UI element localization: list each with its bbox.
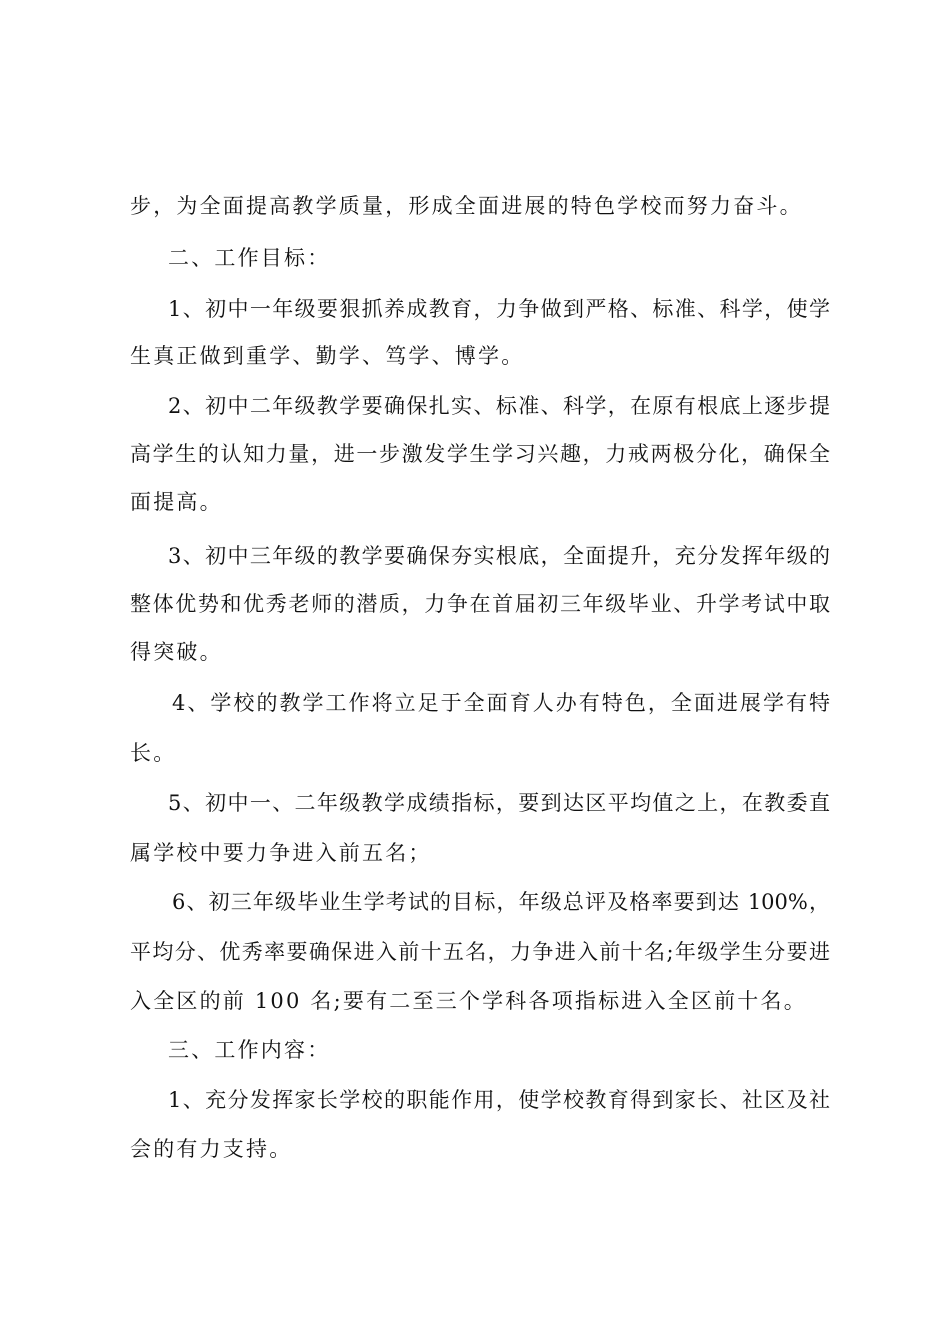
section-heading: 三、工作内容： <box>168 1038 331 1062</box>
section-heading: 二、工作目标： <box>168 246 331 270</box>
text-line: 2、初中二年级教学要确保扎实、标准、科学，在原有根底上逐步提 <box>168 394 830 418</box>
text-line: 会的有力支持。 <box>130 1137 293 1161</box>
text-line: 3、初中三年级的教学要确保夯实根底，全面提升，充分发挥年级的 <box>168 544 830 568</box>
text-line: 1、充分发挥家长学校的职能作用，使学校教育得到家长、社区及社 <box>168 1088 830 1112</box>
text-line: 平均分、优秀率要确保进入前十五名，力争进入前十名;年级学生分要进 <box>130 940 830 964</box>
text-line: 步，为全面提高教学质量，形成全面进展的特色学校而努力奋斗。 <box>130 194 803 218</box>
text-line: 整体优势和优秀老师的潜质，力争在首届初三年级毕业、升学考试中取 <box>130 592 830 616</box>
text-line: 入全区的前 100 名;要有二至三个学科各项指标进入全区前十名。 <box>130 989 807 1013</box>
text-line: 高学生的认知力量，进一步激发学生学习兴趣，力戒两极分化，确保全 <box>130 442 830 466</box>
text-line: 生真正做到重学、勤学、笃学、博学。 <box>130 344 525 368</box>
text-line: 4、学校的教学工作将立足于全面育人办有特色，全面进展学有特 <box>172 691 830 715</box>
text-line: 5、初中一、二年级教学成绩指标，要到达区平均值之上，在教委直 <box>168 791 830 815</box>
text-line: 属学校中要力争进入前五名； <box>130 841 432 865</box>
text-line: 得突破。 <box>130 640 223 664</box>
text-line: 1、初中一年级要狠抓养成教育，力争做到严格、标准、科学，使学 <box>168 297 830 321</box>
text-line: 长。 <box>130 741 177 765</box>
text-line: 6、初三年级毕业生学考试的目标，年级总评及格率要到达 100%， <box>172 890 830 914</box>
text-line: 面提高。 <box>130 490 223 514</box>
